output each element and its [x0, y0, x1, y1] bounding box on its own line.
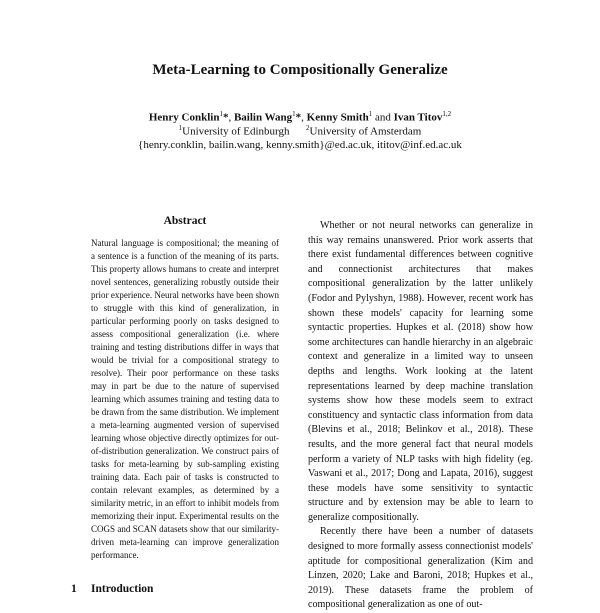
body-paragraph: Recently there have been a number of datasets designed to more formally assess connectionist models' aptitude for compositional generalization (Kim and Linzen, 2020; Lake and Baroni, 2018; Hupkes et al., 2019). These datasets frame the problem of compositional generalization as one of out- — [308, 526, 533, 611]
abstract-text: Natural language is compositional; the meaning of a sentence is a function of the meaning of its parts. This property allows humans to create and interpret novel sentences, generalizing robustly outside their prior experience. Neural networks have been shown to struggle with this kind of generalization, in particular performing poorly on tasks designed to assess compositional generalization (i.e. where training and testing distributions differ in ways that would be trivial for a compositional strategy to resolve). Their poor performance on these tasks may in part be due to the nature of supervised learning which assumes training and testing data to be drawn from the same distribution. We implement a meta-learning augmented version of supervised learning whose objective directly optimizes for out-of-distribution generalization. We construct pairs of tasks for meta-learning by sub-sampling existing training data. Each pair of tasks is constructed to contain relevant examples, as determined by a similarity metric, in an effort to inhibit models from memorizing their input. Experimental results on the COGS and SCAN datasets show that our similarity-driven meta-learning can improve generalization performance. — [91, 238, 279, 560]
affiliation-name: University of Edinburgh — [182, 125, 290, 138]
affiliation-sup: 2 — [306, 124, 310, 132]
author-mark: * — [295, 111, 302, 124]
author-sup: 1 — [292, 110, 296, 118]
body-paragraph: Whether or not neural networks can generalize in this way remains unanswered. Prior work asserts that there exist fundamental differences between cognitive and connectionist architectures that makes compositional generalization by the latter unlikely (Fodor and Pylyshyn, 1988). However, recent work has shown these models' capacity for learning some syntactic properties. Hupkes et al. (2018) show how some architectures can handle hierarchy in an algebraic context and generalize in a limited way to unseen depths and lengths. Work looking at the latent representations learned by deep machine translation systems show how these models seem to extract constituency and syntactic class information from data (Blevins et al., 2018; Belinkov et al., 2018). These results, and the more general fact that neural models perform a variety of NLP tasks with high fidelity (eg. Vaswani et al., 2017; Dong and Lapata, 2016), suggest these models have some sensitivity to syntactic structure and by extension may be able to learn to generalize compositionally. — [308, 220, 533, 523]
author-mark: * — [222, 111, 229, 124]
author-emails: {henry.conklin, bailin.wang, kenny.smith}@ed.ac.uk, ititov@inf.ed.ac.uk — [138, 139, 462, 151]
intro-column — [308, 219, 533, 613]
author-name: Kenny Smith — [306, 111, 369, 124]
author-name: Ivan Titov — [393, 111, 443, 124]
section-heading — [71, 583, 153, 595]
affiliation-name: University of Amsterdam — [309, 125, 422, 138]
affiliation-sup: 1 — [178, 124, 183, 132]
author-sup: 1 — [219, 110, 223, 118]
section-title: Introduction — [91, 583, 154, 595]
affiliations — [0, 124, 600, 138]
author-sup: 1 — [368, 110, 373, 118]
abstract-heading: Abstract — [163, 215, 207, 227]
author-line: Henry Conklin$^1$*, Bailin Wang$^1$*, Kenny Smith$^1$ and Ivan Titov$^{1,2}$ — [148, 110, 452, 124]
paper-title: Meta-Learning to Compositionally Generalize — [152, 62, 448, 78]
section-number: 1 — [71, 583, 77, 595]
author-name: Bailin Wang — [233, 111, 293, 124]
author-name: Henry Conklin — [148, 111, 220, 124]
author-sup: 1,2 — [442, 110, 452, 118]
and-word: and — [374, 111, 391, 124]
